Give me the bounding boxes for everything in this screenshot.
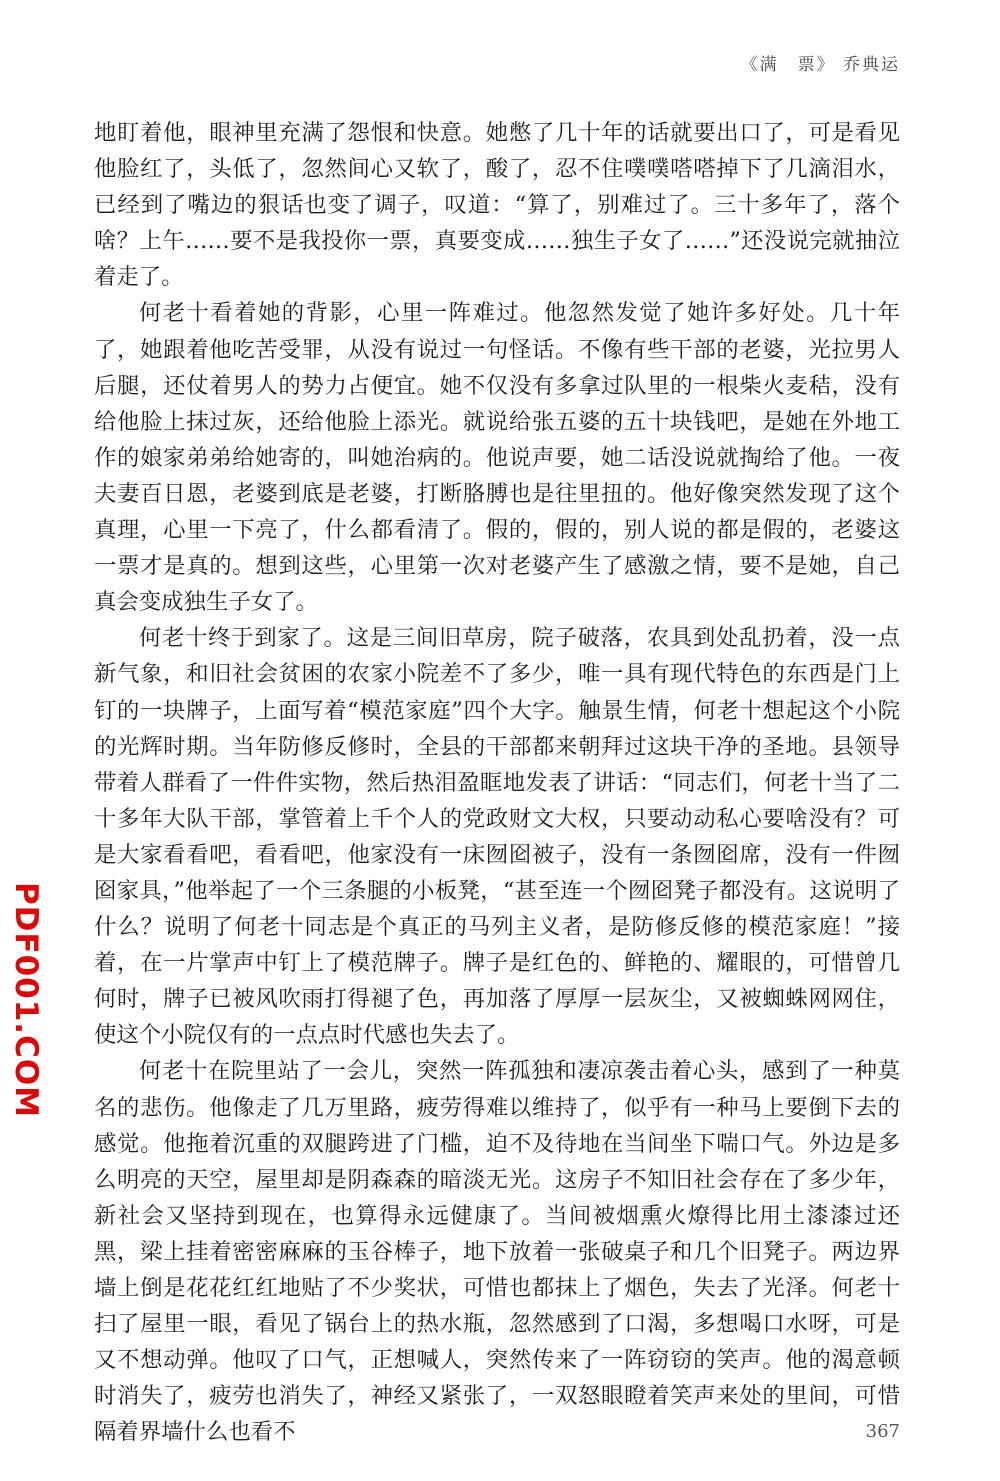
running-header: 《满 票》 乔典运 (740, 55, 900, 75)
paragraph-3: 何老十终于到家了。这是三间旧草房，院子破落，农具到处乱扔着，没一点新气象，和旧社会贫困的农家小院差不了多少，唯一具有现代特色的东西是门上钉的一块牌子，上面写着“模范家庭”四个大字。触景生情，何老十想起这个小院的光辉时期。当年防修反修时，全县的干部都来朝拜过这块干净的圣地。县领导带着人群看了一件件实物，然后热泪盈眶地发表了讲话：“同志们，何老十当了二十多年大队干部，掌管着上千个人的党政财文大权，只要动动私心要啥没有？可是大家看看吧，看看吧，他家没有一床囫囵被子，没有一条囫囵席，没有一件囫囵家具，”他举起了一个三条腿的小板凳，“甚至连一个囫囵凳子都没有。这说明了什么？说明了何老十同志是个真正的马列主义者，是防修反修的模范家庭！”接着，在一片掌声中钉上了模范牌子。牌子是红色的、鲜艳的、耀眼的，可惜曾几何时，牌子已被风吹雨打得褪了色，再加落了厚厚一层灰尘，又被蜘蛛网网住，使这个小院仅有的一点点时代感也失去了。 (94, 625, 900, 1049)
watermark (6, 881, 46, 1119)
page-number: 367 (865, 1421, 900, 1442)
watermark-text: PDF001.COM (8, 881, 45, 1119)
paragraph-4: 何老十在院里站了一会儿，突然一阵孤独和凄凉袭击着心头，感到了一种莫名的悲伤。他像走了几万里路，疲劳得难以维持了，似乎有一种马上要倒下去的感觉。他拖着沉重的双腿跨进了门槛，迫不及待地在当间坐下喘口气。外边是多么明亮的天空，屋里却是阴森森的暗淡无光。这房子不知旧社会存在了多少年，新社会又坚持到现在，也算得永远健康了。当间被烟熏火燎得比用土漆漆过还黑，梁上挂着密密麻麻的玉谷棒子，地下放着一张破桌子和几个旧凳子。两边界墙上倒是花花红红地贴了不少奖状，可惜也都抹上了烟色，失去了光泽。何老十扫了屋里一眼，看见了锅台上的热水瓶，忽然感到了口渴，多想喝口水呀，可是又不想动弹。他叹了口气，正想喊人，突然传来了一阵窃窃的笑声。他的渴意顿时消失了，疲劳也消失了，神经又紧张了，一双怒眼瞪着笑声来处的里间，可惜隔着界墙什么也看不 (94, 1058, 900, 1446)
page-body (94, 115, 900, 1450)
paragraph-2: 何老十看着她的背影，心里一阵难过。他忽然发觉了她许多好处。几十年了，她跟着他吃苦受罪，从没有说过一句怪话。不像有些干部的老婆，光拉男人后腿，还仗着男人的势力占便宜。她不仅没有多拿过队里的一根柴火麦秸，没有给他脸上抹过灰，还给他脸上添光。就说给张五婆的五十块钱吧，是她在外地工作的娘家弟弟给她寄的，叫她治病的。他说声要，她二话没说就掏给了他。一夜夫妻百日恩，老婆到底是老婆，打断胳膊也是往里扭的。他好像突然发现了这个真理，心里一下亮了，什么都看清了。假的，假的，别人说的都是假的，老婆这一票才是真的。想到这些，心里第一次对老婆产生了感激之情，要不是她，自己真会变成独生子女了。 (94, 300, 900, 616)
paragraph-1: 地盯着他，眼神里充满了怨恨和快意。她憋了几十年的话就要出口了，可是看见他脸红了，头低了，忽然间心又软了，酸了，忍不住噗噗嗒嗒掉下了几滴泪水，已经到了嘴边的狠话也变了调子，叹道：“算了，别难过了。三十多年了，落个啥？上午……要不是我投你一票，真要变成……独生子女了……”还没说完就抽泣着走了。 (94, 120, 900, 291)
